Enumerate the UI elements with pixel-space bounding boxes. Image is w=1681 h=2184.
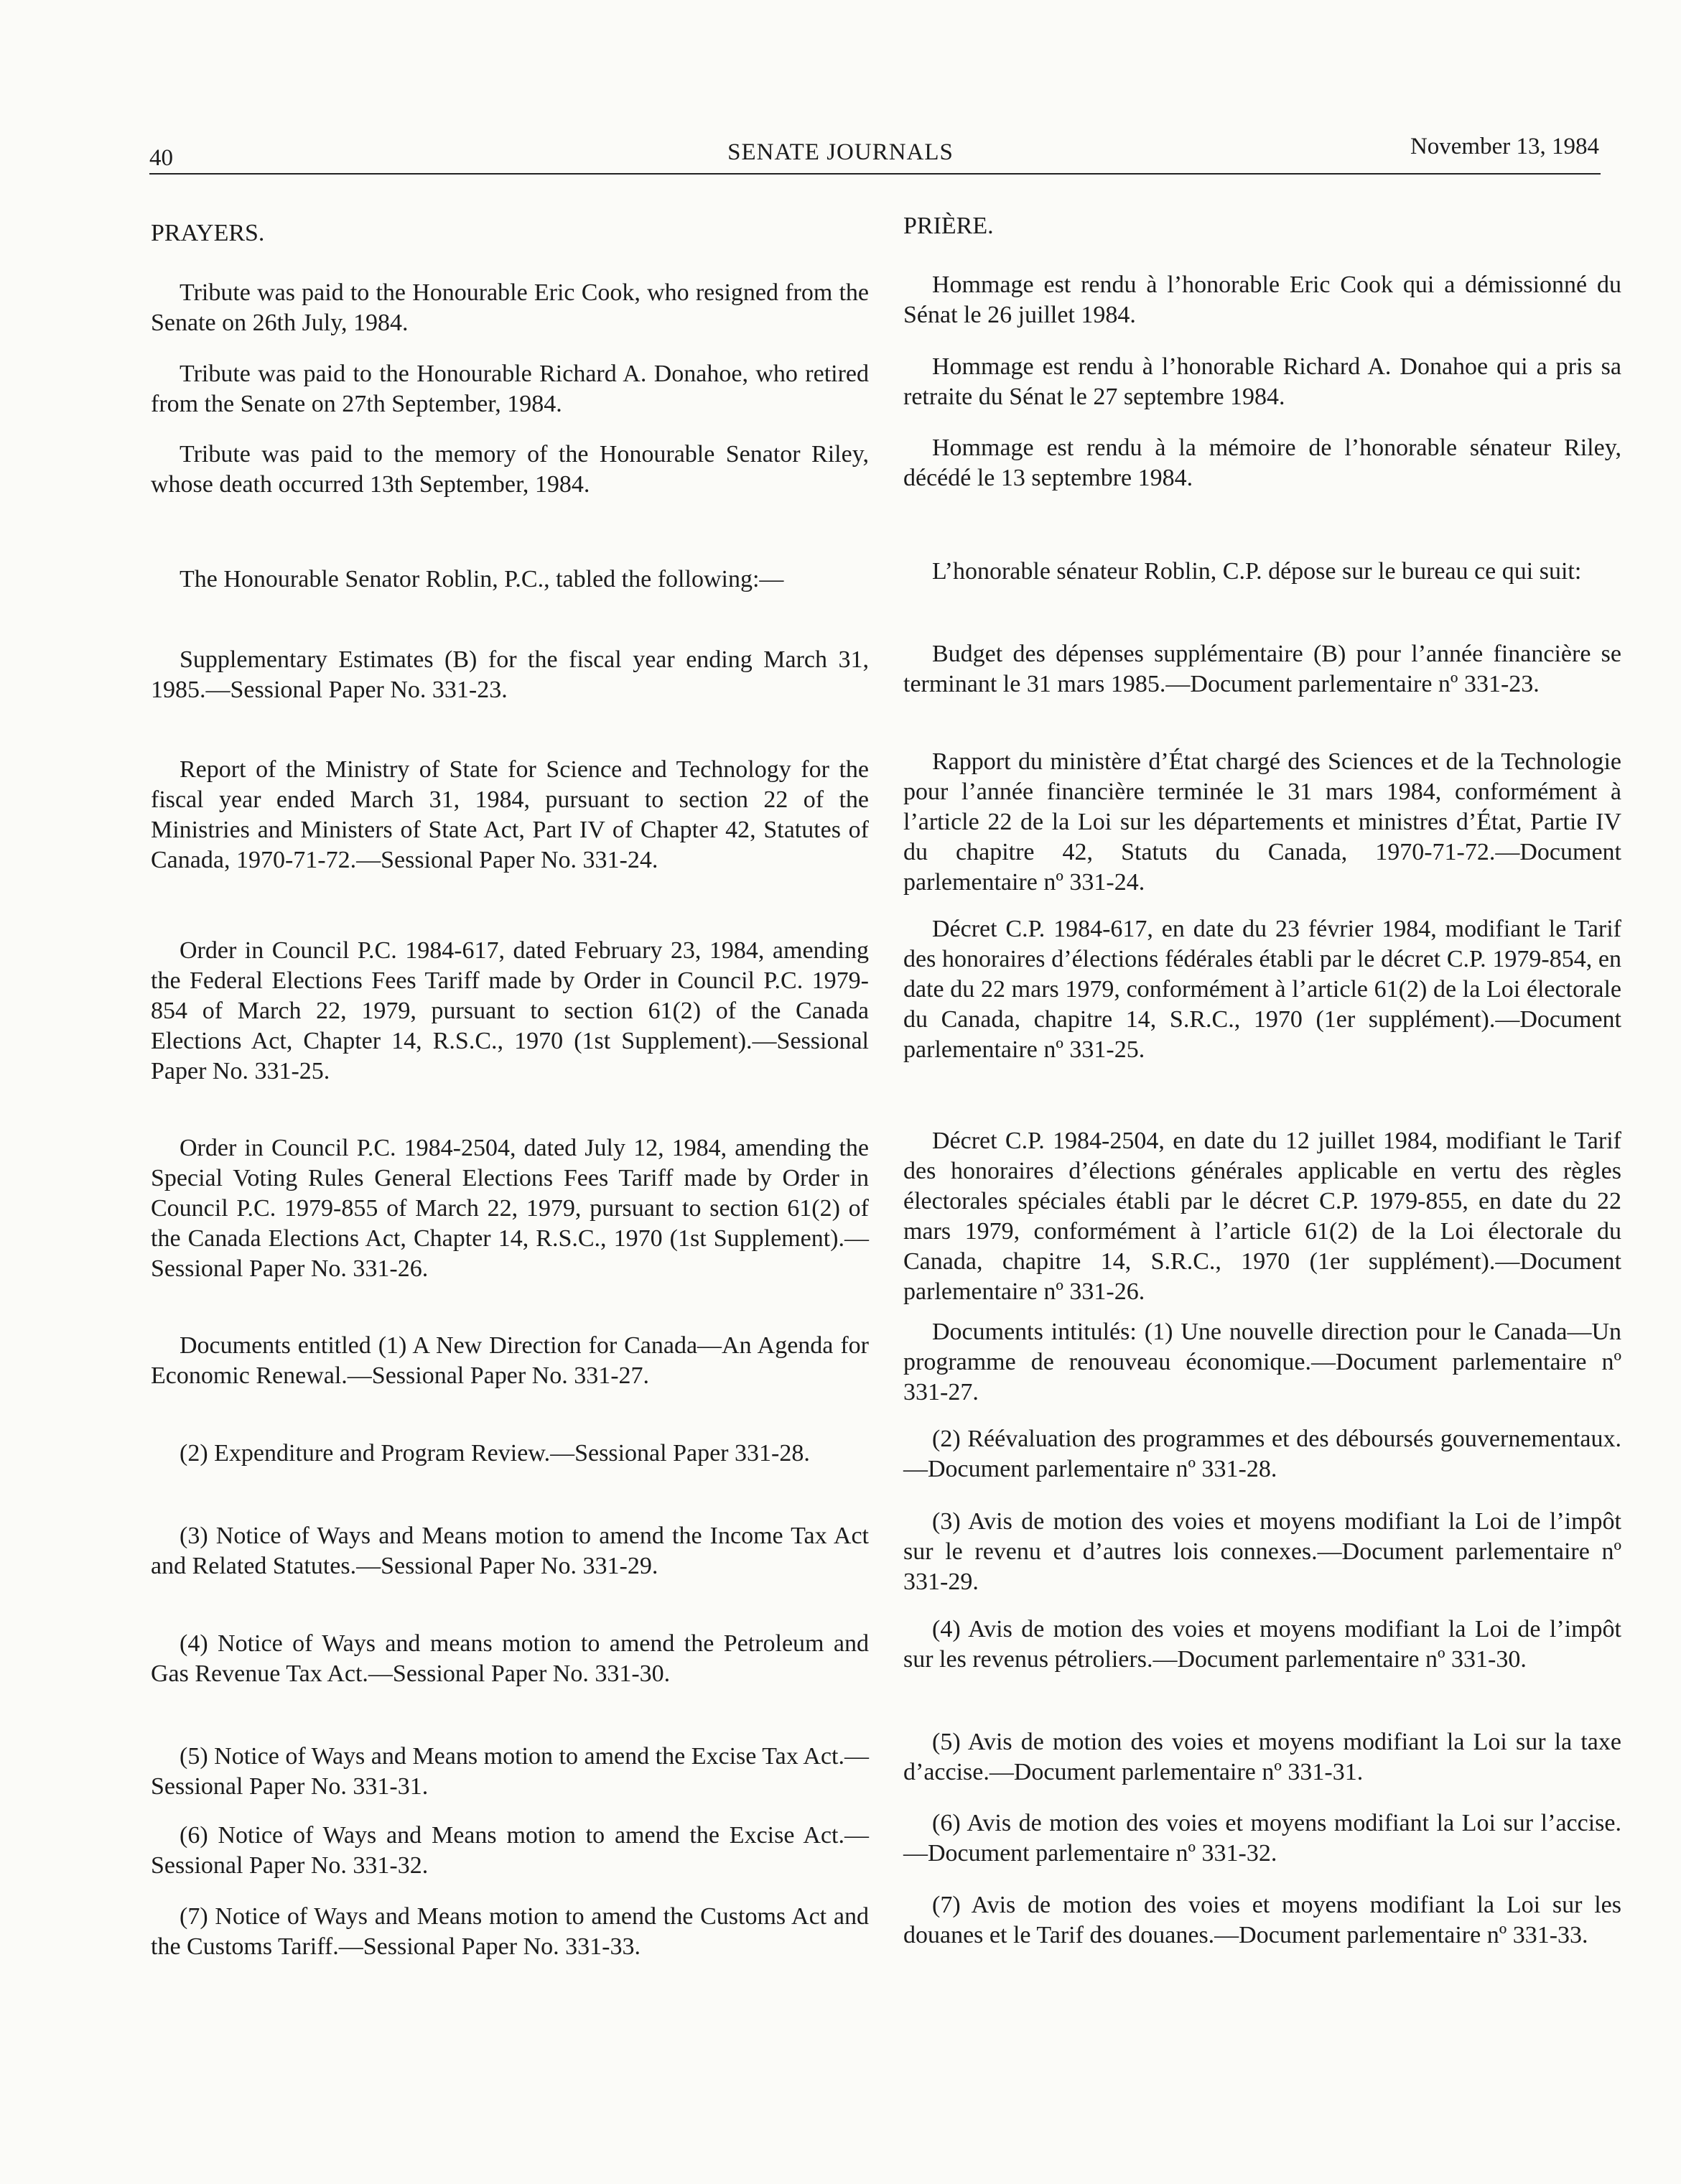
- paper-331-29: (3) Notice of Ways and Means motion to amend the Income Tax Act and Related Statutes.—Sessional Paper No. 331-29.: [151, 1523, 869, 1579]
- paper-331-25: Order in Council P.C. 1984-617, dated February 23, 1984, amending the Federal Elections Fees Tariff made by Order in Council P.C. 1979-854 of March 22, 1979, pursuant to section 61(2) of the Canada Elections Act, Chapter 14, R.S.C., 1970 (1st Supplement).—Sessional Paper No. 331-25.: [151, 937, 869, 1084]
- document-331-28: (2) Réévaluation des programmes et des déboursés gouvernementaux.—Document parlementaire nº 331-28.: [903, 1426, 1621, 1482]
- paper-331-31: (5) Notice of Ways and Means motion to amend the Excise Tax Act.—Sessional Paper No. 331-31.: [151, 1743, 869, 1800]
- hommage-riley: Hommage est rendu à la mémoire de l’honorable sénateur Riley, décédé le 13 septembre 1984.: [903, 435, 1621, 491]
- hommage-donahoe: Hommage est rendu à l’honorable Richard A. Donahoe qui a pris sa retraite du Sénat le 27 septembre 1984.: [903, 353, 1621, 410]
- paper-331-32: (6) Notice of Ways and Means motion to amend the Excise Act.—Sessional Paper No. 331-32.: [151, 1822, 869, 1879]
- document-331-32: (6) Avis de motion des voies et moyens modifiant la Loi sur l’accise.—Document parlementaire nº 331-32.: [903, 1810, 1621, 1867]
- tribute-riley: Tribute was paid to the memory of the Honourable Senator Riley, whose death occurred 13th September, 1984.: [151, 441, 869, 498]
- document-331-24: Rapport du ministère d’État chargé des Sciences et de la Technologie pour l’année financière terminée le 31 mars 1984, conformément à l’article 22 de la Loi sur les départements et ministres d’État, Partie IV du chapitre 42, Statuts du Canada, 1970-71-72.—Document parlementaire nº 331-24.: [903, 748, 1621, 896]
- document-331-23: Budget des dépenses supplémentaire (B) pour l’année financière se terminant le 31 mars 1985.—Document parlementaire nº 331-23.: [903, 641, 1621, 697]
- tribute-cook: Tribute was paid to the Honourable Eric Cook, who resigned from the Senate on 26th July, 1984.: [151, 279, 869, 336]
- depot-intro: L’honorable sénateur Roblin, C.P. dépose sur le bureau ce qui suit:: [932, 558, 1582, 585]
- tribute-donahoe: Tribute was paid to the Honourable Richard A. Donahoe, who retired from the Senate on 27th September, 1984.: [151, 361, 869, 417]
- document-331-26: Décret C.P. 1984-2504, en date du 12 juillet 1984, modifiant le Tarif des honoraires d’élections générales applicable en vertu des règles électorales spéciales établi par le décret C.P. 1979-855, en date du 22 mars 1979, conformément à l’article 61(2) de la Loi électorale du Canada, chapitre 14, S.R.C., 1970 (1er supplément).—Document parlementaire nº 331-26.: [903, 1128, 1621, 1305]
- heading-priere: PRIÈRE.: [903, 213, 994, 239]
- page-header: [0, 134, 1681, 177]
- document-331-30: (4) Avis de motion des voies et moyens modifiant la Loi de l’impôt sur les revenus pétroliers.—Document parlementaire nº 331-30.: [903, 1616, 1621, 1673]
- document-331-33: (7) Avis de motion des voies et moyens modifiant la Loi sur les douanes et le Tarif des douanes.—Document parlementaire nº 331-33.: [903, 1892, 1621, 1948]
- document-331-25: Décret C.P. 1984-617, en date du 23 février 1984, modifiant le Tarif des honoraires d’élections fédérales établi par le décret C.P. 1979-854, en date du 22 mars 1979, conformément à l’article 61(2) de la Loi électorale du Canada, chapitre 14, S.R.C., 1970 (1er supplément).—Document parlementaire nº 331-25.: [903, 916, 1621, 1063]
- paper-331-33: (7) Notice of Ways and Means motion to amend the Customs Act and the Customs Tariff.—Sessional Paper No. 331-33.: [151, 1903, 869, 1960]
- journal-title: SENATE JOURNALS: [727, 139, 954, 165]
- paper-331-30: (4) Notice of Ways and means motion to amend the Petroleum and Gas Revenue Tax Act.—Sessional Paper No. 331-30.: [151, 1630, 869, 1687]
- tabled-intro: The Honourable Senator Roblin, P.C., tabled the following:—: [180, 566, 784, 593]
- document-331-27: Documents intitulés: (1) Une nouvelle direction pour le Canada—Un programme de renouveau économique.—Document parlementaire nº 331-27.: [903, 1319, 1621, 1405]
- paper-331-24: Report of the Ministry of State for Science and Technology for the fiscal year ended March 31, 1984, pursuant to section 22 of the Ministries and Ministers of State Act, Part IV of Chapter 42, Statutes of Canada, 1970-71-72.—Sessional Paper No. 331-24.: [151, 756, 869, 873]
- journal-date: November 13, 1984: [1410, 134, 1599, 159]
- paper-331-23: Supplementary Estimates (B) for the fiscal year ending March 31, 1985.—Sessional Paper No. 331-23.: [151, 646, 869, 703]
- document-331-29: (3) Avis de motion des voies et moyens modifiant la Loi de l’impôt sur le revenu et d’autres lois connexes.—Document parlementaire nº 331-29.: [903, 1508, 1621, 1595]
- paper-331-27: Documents entitled (1) A New Direction for Canada—An Agenda for Economic Renewal.—Sessional Paper No. 331-27.: [151, 1332, 869, 1389]
- paper-331-28: (2) Expenditure and Program Review.—Sessional Paper 331-28.: [180, 1440, 810, 1467]
- hommage-cook: Hommage est rendu à l’honorable Eric Cook qui a démissionné du Sénat le 26 juillet 1984.: [903, 271, 1621, 328]
- heading-prayers: PRAYERS.: [151, 220, 265, 246]
- header-rule: [149, 173, 1601, 175]
- page-number: 40: [149, 145, 173, 171]
- document-331-31: (5) Avis de motion des voies et moyens modifiant la Loi sur la taxe d’accise.—Document parlementaire nº 331-31.: [903, 1729, 1621, 1785]
- paper-331-26: Order in Council P.C. 1984-2504, dated July 12, 1984, amending the Special Voting Rules General Elections Fees Tariff made by Order in Council P.C. 1979-855 of March 22, 1979, pursuant to section 61(2) of the Canada Elections Act, Chapter 14, R.S.C., 1970 (1st Supplement).—Sessional Paper No. 331-26.: [151, 1135, 869, 1282]
